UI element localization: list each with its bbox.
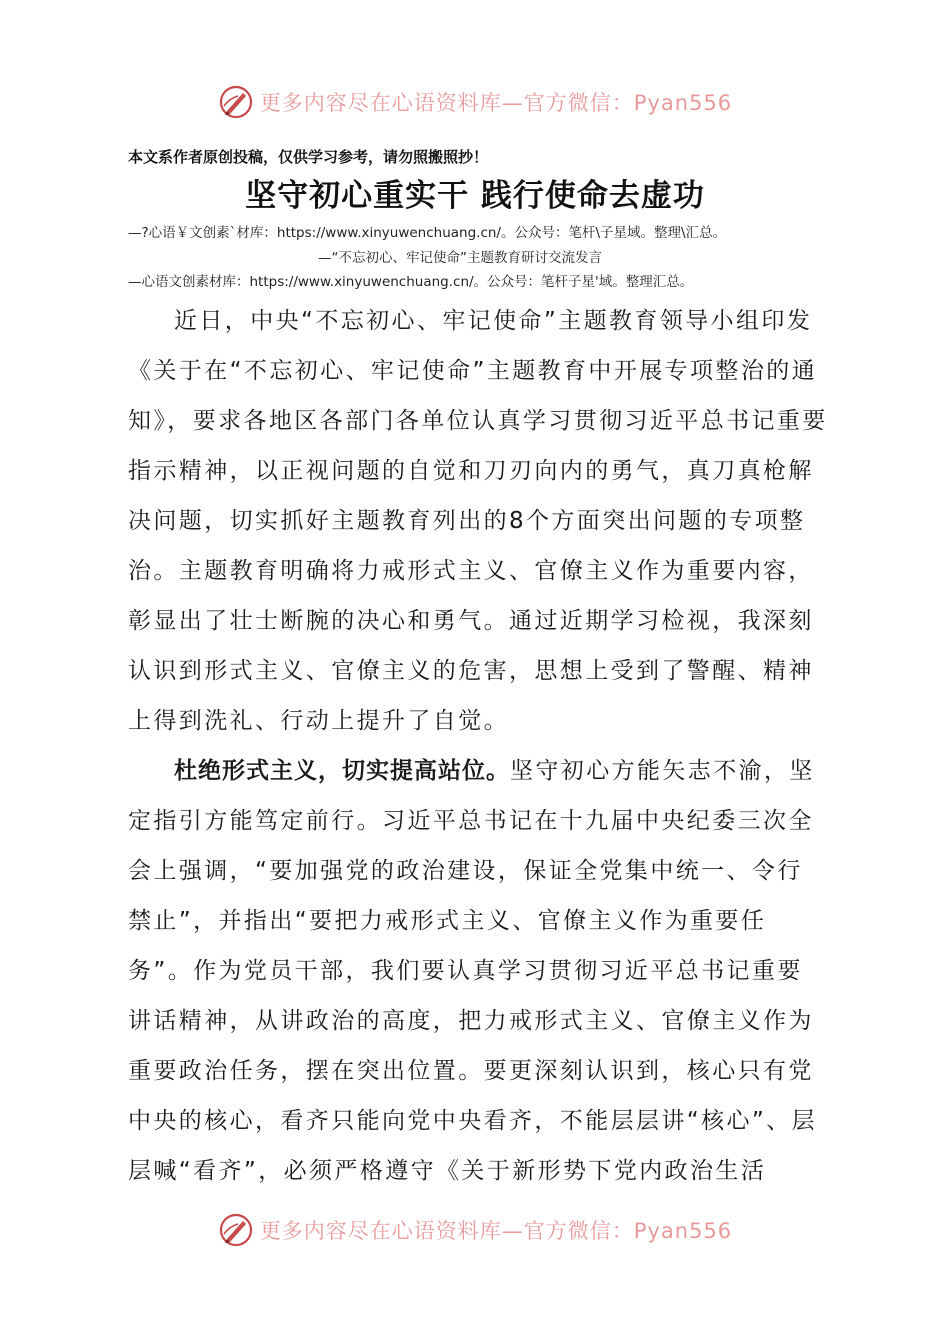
document-body xyxy=(128,296,828,1196)
subtitle: —“不忘初心、牢记使命”主题教育研讨交流发言 xyxy=(318,250,602,266)
paragraph-text: 近日，中央“不忘初心、牢记使命”主题教育领导小组印发《关于在“不忘初心、牢记使命”主题教育中开展专项整治的通知》，要求各地区各部门各单位认真学习贯彻习近平总书记重要指示精神，以正视问题的自觉和刀刃向内的勇气，真刀真枪解决问题，切实抓好主题教育列出的8个方面突出问题的专项整治。主题教育明确将力戒形式主义、官僚主义作为重要内容，彰显出了壮士断腕的决心和勇气。通过近期学习检视，我深刻认识到形式主义、官僚主义的危害，思想上受到了警醒、精神上得到洗礼、行动上提升了自觉。 xyxy=(128,308,828,734)
document-title: 坚守初心重实干 践行使命去虚功 xyxy=(245,178,705,214)
header-banner xyxy=(0,82,950,122)
pen-logo-icon xyxy=(218,84,254,120)
paragraph xyxy=(128,746,828,1196)
copyright-notice: 本文系作者原创投稿，仅供学习参考，请勿照搬照抄！ xyxy=(128,148,489,166)
source-line-1: —?心语￥文创素`材库：https://www.xinyuwenchuang.cn/。公众号：笔杆\子星域。整理\汇总。 xyxy=(128,225,727,241)
paragraph-lead: 杜绝形式主义，切实提高站位。 xyxy=(174,758,510,784)
paragraph-text: 坚守初心方能矢志不渝，坚定指引方能笃定前行。习近平总书记在十九届中央纪委三次全会上强调，“要加强党的政治建设，保证全党集中统一、令行禁止”，并指出“要把力戒形式主义、官僚主义作为重要任务”。作为党员干部，我们要认真学习贯彻习近平总书记重要讲话精神，从讲政治的高度，把力戒形式主义、官僚主义作为重要政治任务，摆在突出位置。要更深刻认识到，核心只有党中央的核心，看齐只能向党中央看齐，不能层层讲“核心”、层层喊“看齐”，必须严格遵守《关于新形势下党内政治生活 xyxy=(128,758,818,1184)
source-line-2: —心语文创素材库：https://www.xinyuwenchuang.cn/。公众号：笔杆子星'域。整理汇总。 xyxy=(128,274,694,290)
paragraph xyxy=(128,296,828,746)
footer-banner xyxy=(0,1210,950,1250)
banner-text: 更多内容尽在心语资料库—官方微信：Pyan556 xyxy=(259,91,733,115)
pen-logo-icon xyxy=(218,1212,254,1248)
banner-text: 更多内容尽在心语资料库—官方微信：Pyan556 xyxy=(259,1219,733,1243)
